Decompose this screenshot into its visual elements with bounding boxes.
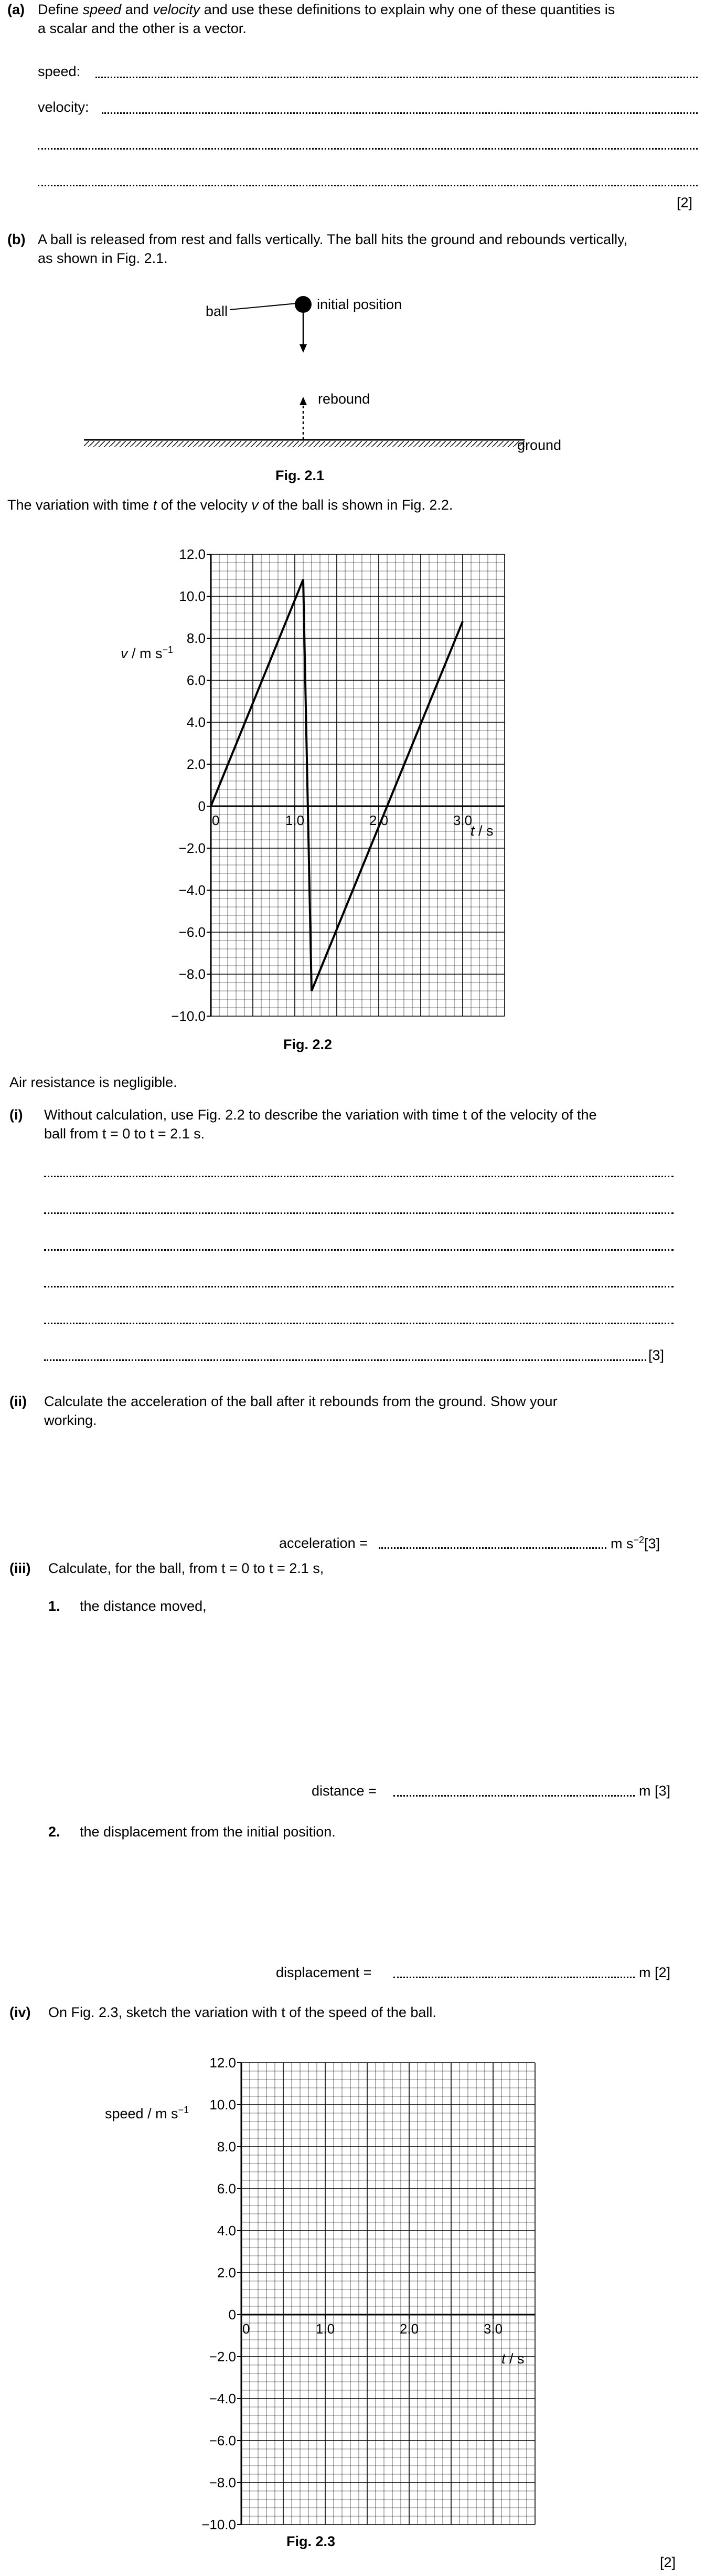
q-i-question-line-1: Without calculation, use Fig. 2.2 to describe the variation with time t of the velocity of the: [44, 1107, 597, 1123]
q-iii-sub2-text: the displacement from the initial position.: [80, 1824, 336, 1840]
fig-2-3-y-tick-label: 6.0: [217, 2181, 236, 2197]
fig-2-2-x-tick-label: 2.0: [369, 812, 389, 828]
variation-text-2: of the velocity: [157, 497, 252, 513]
fig-2-3-y-tick-label: 10.0: [209, 2097, 236, 2113]
fig-2-3-y-tick-label: 4.0: [217, 2223, 236, 2239]
part-a-term-speed: speed: [82, 2, 122, 17]
fig-2-2-y-tick-label: −8.0: [178, 966, 206, 982]
ball-label: ball: [206, 303, 228, 319]
fig-2-3-y-tick-label: −6.0: [209, 2433, 236, 2448]
variation-text-1: The variation with time: [7, 497, 153, 513]
part-a-term-velocity: velocity: [153, 2, 200, 17]
fig-2-2-y-tick-label: −10.0: [171, 1008, 206, 1024]
q-i-question-line-2: ball from t = 0 to t = 2.1 s.: [44, 1126, 205, 1142]
fig-2-3-y-tick-label: −10.0: [201, 2517, 236, 2532]
q-ii-label: (ii): [9, 1393, 27, 1409]
fig-2-2-y-tick-label: 2.0: [186, 756, 206, 772]
displacement-unit-marks: m [2]: [639, 1965, 671, 1980]
acceleration-unit-exponent: −2: [633, 1535, 645, 1545]
q-iii-sub2-number: 2.: [48, 1824, 60, 1840]
fig-2-2-y-unit: / m s: [127, 646, 163, 661]
q-ii-question-line-1: Calculate the acceleration of the ball after it rebounds from the ground. Show your: [44, 1393, 558, 1409]
fig-2-3-y-tick-label: 12.0: [209, 2055, 236, 2071]
ground-label: ground: [517, 437, 562, 453]
q-iii-label: (iii): [9, 1560, 31, 1576]
distance-label: distance =: [312, 1783, 377, 1799]
speed-label: speed:: [38, 64, 81, 79]
fig-2-2-x-tick-label: 1.0: [285, 812, 305, 828]
fig-2-2-y-tick-label: 6.0: [186, 672, 206, 688]
part-a-marks: [2]: [677, 195, 693, 210]
fig-2-2-y-symbol: v: [121, 646, 128, 661]
rebound-label: rebound: [318, 391, 370, 407]
q-i-label: (i): [9, 1107, 23, 1123]
fig-2-3-y-tick-label: −2.0: [209, 2349, 236, 2364]
part-b-question-line-2: as shown in Fig. 2.1.: [38, 250, 168, 266]
part-a-text-1: Define: [38, 2, 83, 17]
fig-2-2-y-tick-label: 12.0: [179, 546, 206, 562]
distance-unit-marks: m [3]: [639, 1783, 671, 1799]
part-b-question-line-1: A ball is released from rest and falls vertically. The ball hits the ground and rebounds vertically,: [38, 231, 628, 247]
part-a-text-3: and use these definitions to explain why one of these quantities is: [200, 2, 615, 17]
fig-2-3-x-tick-label: 2.0: [399, 2321, 419, 2337]
fig-2-2-y-tick-label: −4.0: [178, 882, 206, 898]
fig-2-3-x-tick-label: 0: [242, 2321, 250, 2337]
fig-2-2-y-tick-label: 10.0: [179, 588, 206, 604]
fig-2-3-y-tick-label: 8.0: [217, 2139, 236, 2155]
acceleration-label: acceleration =: [279, 1535, 368, 1551]
fig-2-3-x-tick-label: 3.0: [483, 2321, 503, 2337]
fig-2-3-x-tick-label: 1.0: [315, 2321, 335, 2337]
q-iii-intro: Calculate, for the ball, from t = 0 to t = 2.1 s,: [48, 1560, 324, 1576]
fig-2-2-y-tick-label: 8.0: [186, 630, 206, 646]
fig-2-2-x-tick-label: 3.0: [453, 812, 473, 828]
q-ii-marks: [3]: [644, 1536, 660, 1551]
fig-2-2-y-exponent: −1: [162, 645, 174, 655]
fig-2-1-caption: Fig. 2.1: [275, 468, 325, 483]
fig-2-2-caption: Fig. 2.2: [283, 1037, 333, 1052]
fig-2-3-y-unit: speed / m s: [105, 2106, 178, 2121]
variation-text-3: of the ball is shown in Fig. 2.2.: [258, 497, 453, 513]
fig-2-2-x-symbol: t: [471, 823, 475, 839]
fig-2-2-x-tick-label: 0: [212, 812, 220, 828]
velocity-label: velocity:: [38, 99, 89, 115]
part-a-label: (a): [7, 2, 25, 17]
q-iv-question: On Fig. 2.3, sketch the variation with t of the speed of the ball.: [48, 2004, 436, 2020]
fig-2-3-y-tick-label: 0: [228, 2307, 236, 2322]
initial-position-label: initial position: [317, 297, 402, 312]
q-iv-marks: [2]: [660, 2554, 676, 2570]
fig-2-2-x-unit: / s: [474, 823, 494, 839]
fig-2-3-y-tick-label: 2.0: [217, 2265, 236, 2281]
fig-2-3-caption: Fig. 2.3: [286, 2533, 336, 2549]
fig-2-3-x-symbol: t: [501, 2351, 506, 2367]
q-iii-sub1-text: the distance moved,: [80, 1598, 207, 1614]
fig-2-3-y-axis-label: [105, 2105, 189, 2122]
variation-symbol-t: t: [153, 497, 157, 513]
q-iv-label: (iv): [9, 2004, 31, 2020]
variation-symbol-v: v: [251, 497, 259, 513]
fig-2-2-y-tick-label: −2.0: [178, 840, 206, 856]
q-ii-question-line-2: working.: [44, 1412, 97, 1428]
fig-2-3-y-exponent: −1: [178, 2105, 189, 2115]
fig-2-3-x-unit: / s: [505, 2351, 525, 2367]
displacement-label: displacement =: [276, 1965, 372, 1980]
part-b-label: (b): [7, 231, 26, 247]
q-iii-sub1-number: 1.: [48, 1598, 60, 1614]
fig-2-3-x-axis-label: [501, 2350, 525, 2367]
acceleration-unit-text: m s: [611, 1536, 634, 1551]
fig-2-3-y-tick-label: −8.0: [209, 2475, 236, 2490]
part-a-text-2: and: [121, 2, 153, 17]
fig-2-2-y-tick-label: 4.0: [186, 714, 206, 730]
q-i-marks: [3]: [648, 1347, 665, 1363]
fig-2-2-y-tick-label: 0: [198, 798, 206, 814]
part-a-question-line-2: a scalar and the other is a vector.: [38, 20, 247, 36]
air-resistance-note: Air resistance is negligible.: [9, 1074, 177, 1090]
fig-2-2-y-tick-label: −6.0: [178, 924, 206, 940]
fig-2-3-y-tick-label: −4.0: [209, 2391, 236, 2406]
